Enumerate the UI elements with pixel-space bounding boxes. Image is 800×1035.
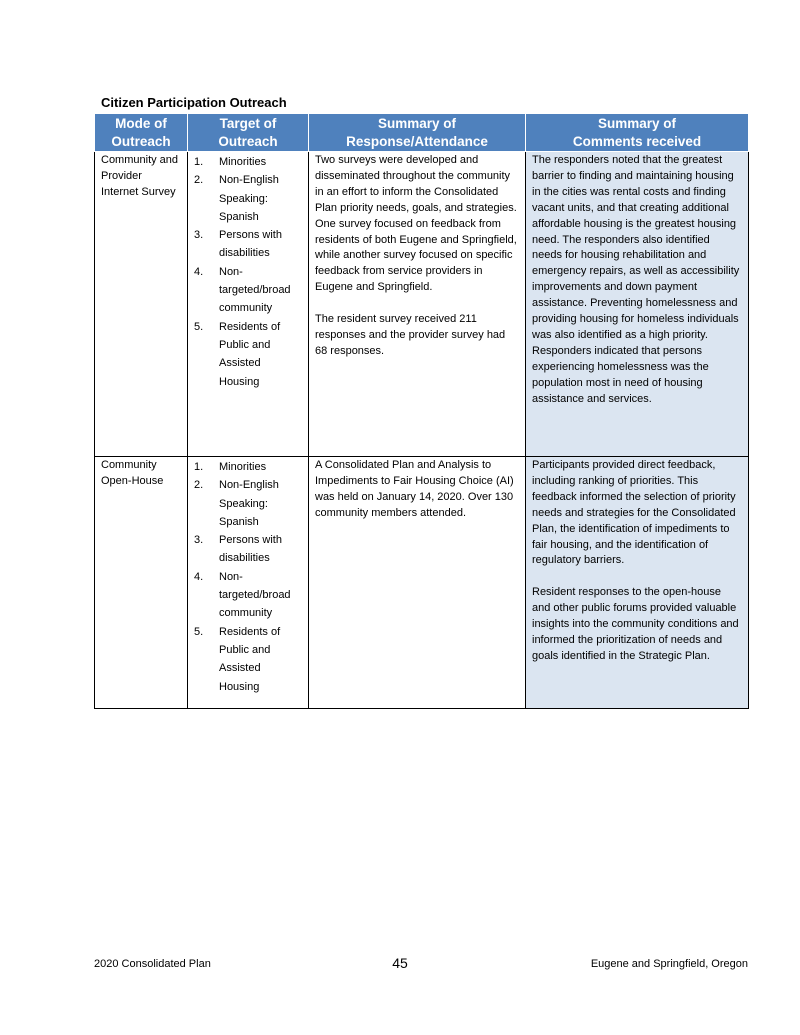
header-response: Summary of Response/Attendance bbox=[309, 114, 526, 152]
outreach-table bbox=[94, 113, 749, 709]
comments-cell bbox=[526, 457, 749, 709]
response-cell bbox=[309, 152, 526, 457]
comments-cell bbox=[526, 152, 749, 457]
response-paragraph: A Consolidated Plan and Analysis to Impediments to Fair Housing Choice (AI) was held on January 14, 2020. Over 130 community members attended. bbox=[315, 459, 514, 519]
list-item: 5. Residents of Public and Assisted Housing bbox=[194, 625, 281, 693]
page-number: 45 bbox=[392, 955, 408, 971]
list-item: 5. Residents of Public and Assisted Housing bbox=[194, 320, 281, 388]
target-list bbox=[194, 153, 302, 391]
comments-paragraph: The responders noted that the greatest barrier to finding and maintaining housing in the cities was rental costs and finding vacant units, and that creating additional affordable housing is the greatest housing need. The responders also identified needs for housing rehabilitation and emergency repairs, as well as accessibility improvements and down payment assistance. Preventing homelessness and providing housing for homeless individuals was also identified as a high priority. Responders indicated that persons experiencing homelessness was the population most in need of housing assistance and services. bbox=[532, 154, 740, 405]
comments-paragraph: Participants provided direct feedback, including ranking of priorities. This feedback informed the selection of priority needs and strategies for the Consolidated Plan, the identification of impediments to fair housing, and the identification of regulatory barriers. bbox=[532, 459, 736, 567]
header-mode: Mode of Outreach bbox=[95, 114, 188, 152]
list-item: 3. Persons with disabilities bbox=[194, 534, 282, 565]
target-cell bbox=[188, 457, 309, 709]
header-target: Target of Outreach bbox=[188, 114, 309, 152]
response-cell bbox=[309, 457, 526, 709]
response-paragraph: Two surveys were developed and disseminated throughout the community in an effort to inform the Consolidated Plan priority needs, goals, and strategies. One survey focused on feedback from residents of both Eugene and Springfield, while another survey focused on specific feedback from service providers in Eugene and Springfield. bbox=[315, 154, 517, 294]
list-item: 1. Minorities bbox=[194, 156, 267, 168]
table-row bbox=[95, 152, 749, 457]
list-item: 1. Minorities bbox=[194, 461, 267, 473]
list-item: 3. Persons with disabilities bbox=[194, 229, 282, 260]
mode-cell: Community and Provider Internet Survey bbox=[95, 152, 188, 457]
list-item: 2. Non-English Speaking: Spanish bbox=[194, 479, 279, 528]
list-item: 4. Non-targeted/broad community bbox=[194, 570, 291, 620]
target-cell bbox=[188, 152, 309, 457]
list-item: 2. Non-English Speaking: Spanish bbox=[194, 174, 279, 223]
section-title: Citizen Participation Outreach bbox=[101, 95, 287, 110]
footer-document-title: 2020 Consolidated Plan bbox=[94, 958, 211, 970]
table-row bbox=[95, 457, 749, 709]
comments-paragraph: Resident responses to the open-house and other public forums provided valuable insights into the community conditions and informed the prioritization of needs and goals identified in the Strategic Plan. bbox=[532, 586, 739, 662]
table-header-row bbox=[95, 114, 749, 152]
list-item: 4. Non-targeted/broad community bbox=[194, 265, 291, 315]
mode-cell: Community Open-House bbox=[95, 457, 188, 709]
header-comments: Summary of Comments received bbox=[526, 114, 749, 152]
response-paragraph: The resident survey received 211 responses and the provider survey had 68 responses. bbox=[315, 313, 506, 357]
footer-location: Eugene and Springfield, Oregon bbox=[590, 958, 748, 970]
target-list bbox=[194, 458, 302, 696]
